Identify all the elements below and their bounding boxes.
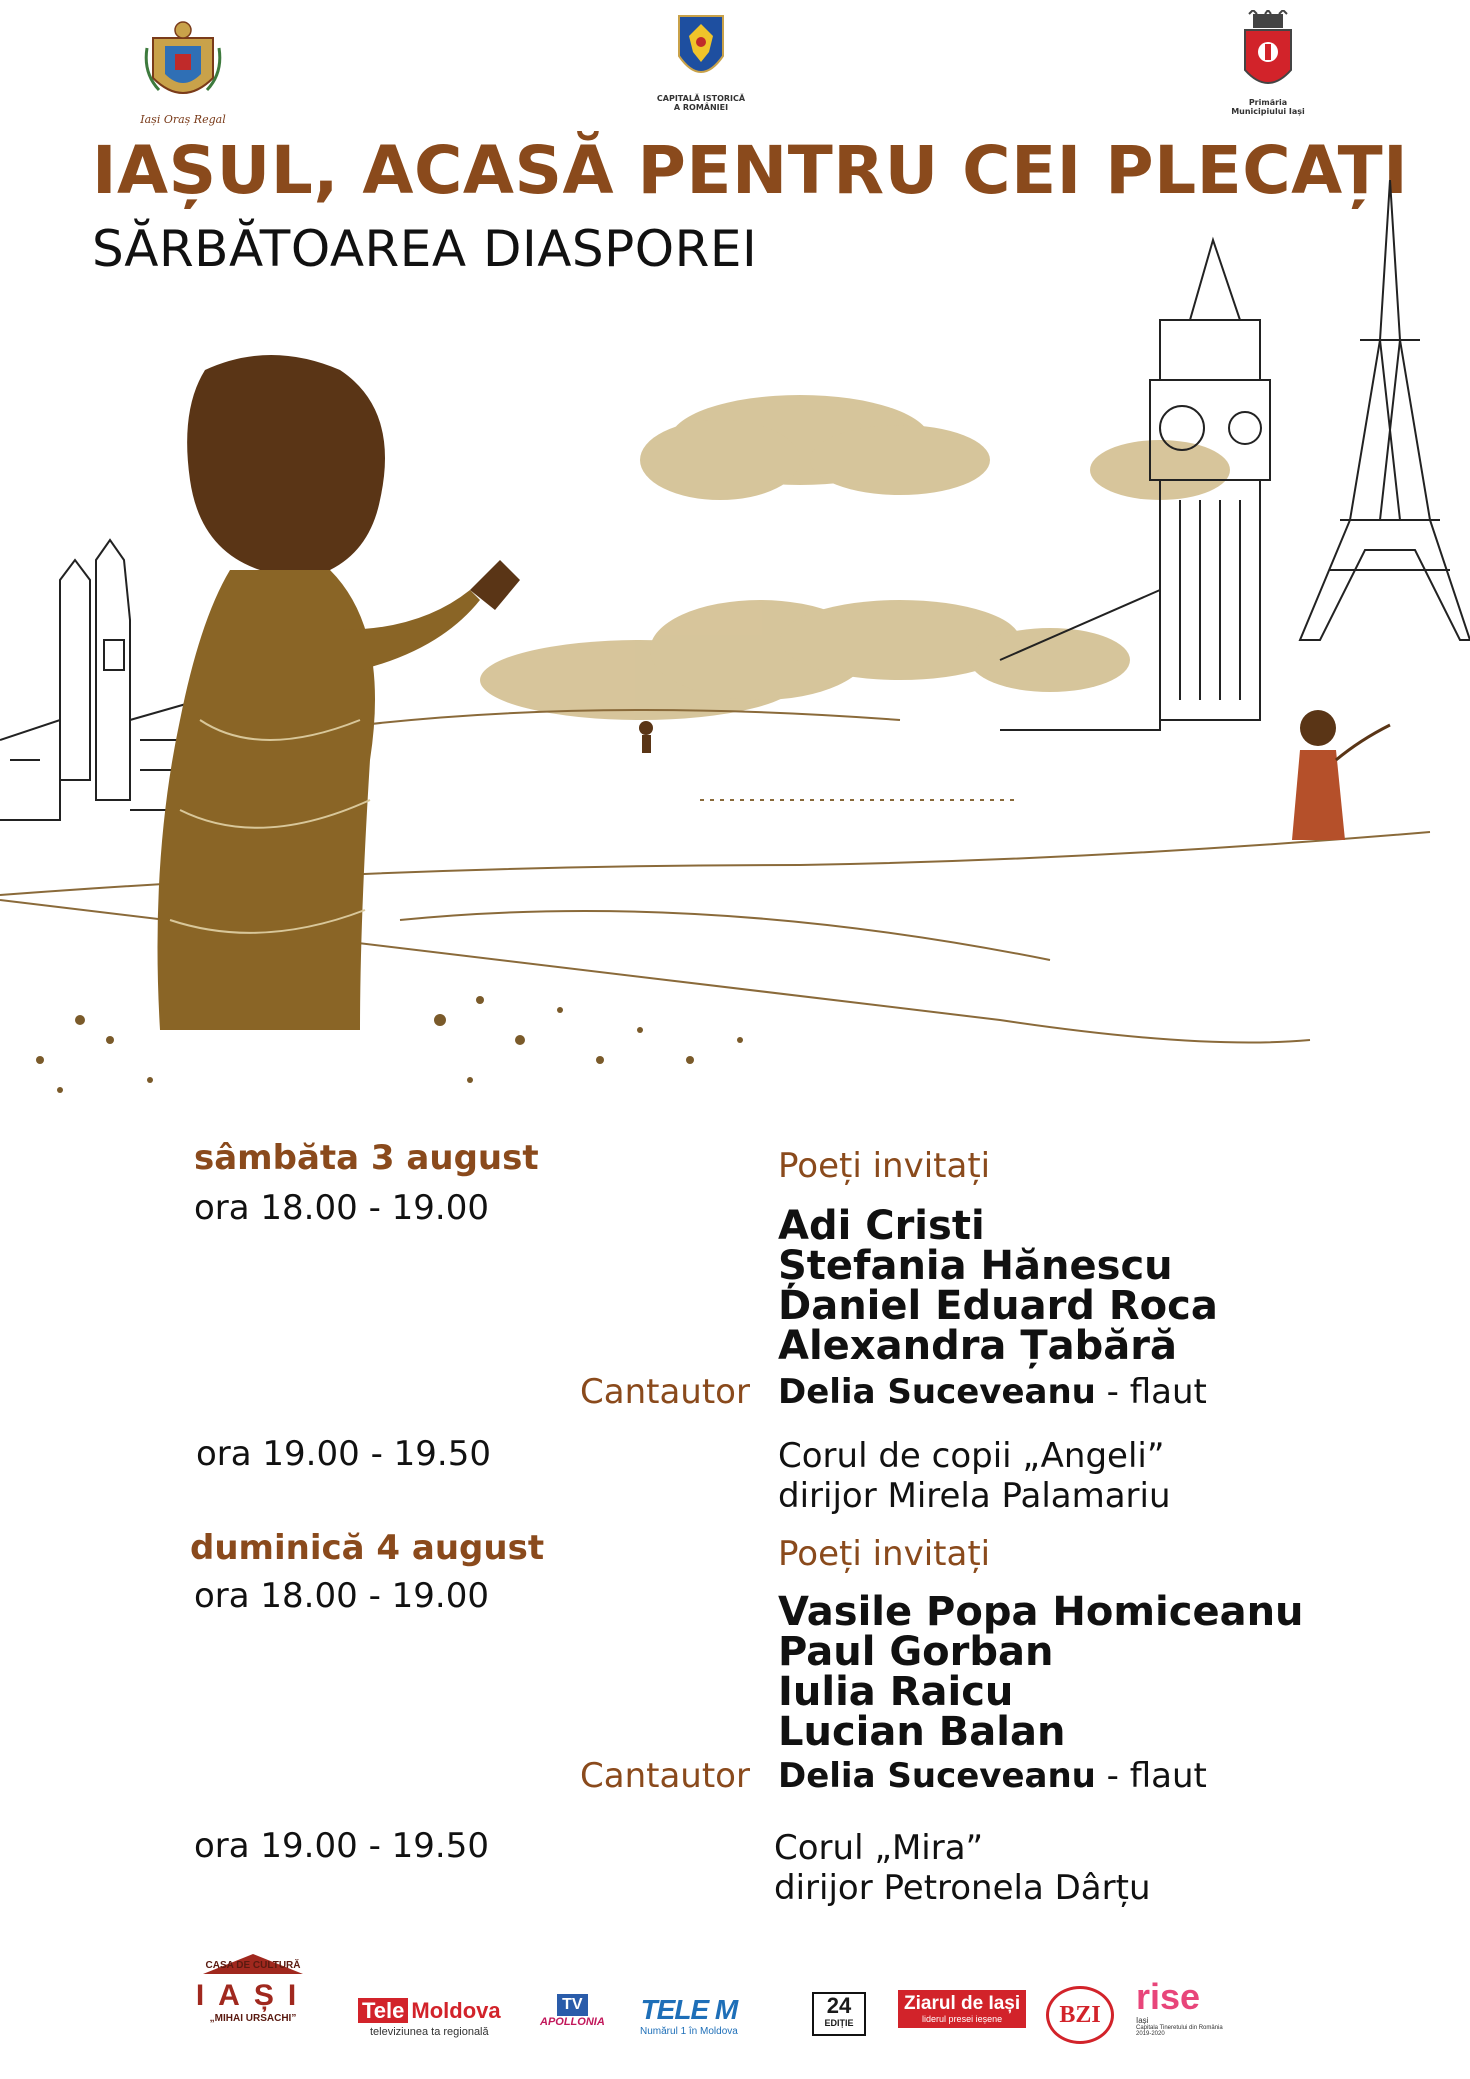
bzi-logo (1046, 1986, 1114, 2044)
tele-m-tagline: Numărul 1 în Moldova (640, 2026, 738, 2037)
tele-moldova-tele: Tele (358, 1998, 408, 2023)
diaspora-illustration (0, 160, 1470, 1140)
rise-caption: Capitala Tineretului din România (1136, 2025, 1223, 2031)
poet-name: Iulia Raicu (778, 1669, 1014, 1715)
iasi-oras-regal-text: Iași Oraș Regal (140, 113, 226, 126)
rise-city: Iași (1136, 2016, 1149, 2025)
poet-name: Alexandra Țabără (778, 1323, 1177, 1369)
tele-moldova-moldova: Moldova (411, 1998, 501, 2023)
apollonia-tv: TV (557, 1994, 587, 2016)
day1-cantautor-line (778, 1372, 1207, 1412)
ziua-label: EDIȚIE (824, 2018, 854, 2028)
cantautor-name: Delia Suceveanu (778, 1372, 1096, 1412)
ziarul-de-iasi-logo (898, 1990, 1026, 2028)
cantautor-instrument: - flaut (1095, 1756, 1207, 1796)
tv-apollonia-logo (540, 1994, 605, 2028)
poet-name: Daniel Eduard Roca (778, 1283, 1218, 1329)
page-subtitle: SĂRBĂTOAREA DIASPOREI (92, 220, 758, 278)
day2-choir (774, 1828, 1151, 1908)
primaria-iasi-crest (1220, 10, 1316, 116)
primaria-caption-line1: Primăria (1248, 98, 1288, 107)
day1-cantautor-label: Cantautor (580, 1372, 750, 1412)
ziua-number: 24 (826, 1993, 852, 2018)
casa-line3: „MIHAI URSACHI” (209, 2013, 297, 2024)
day2-cantautor-line (778, 1756, 1207, 1796)
rise-iasi-logo (1136, 1978, 1223, 2037)
day2-cantautor-label: Cantautor (580, 1756, 750, 1796)
tele-moldova-tagline: televiziunea ta regională (369, 2026, 489, 2038)
day2-label: duminică 4 august (190, 1528, 545, 1568)
primaria-caption-line2: Municipiului Iași (1231, 107, 1305, 116)
day2-slot2-hour: ora 19.00 - 19.50 (194, 1826, 489, 1866)
rise-name: rise (1136, 1976, 1201, 2017)
rise-years: 2019-2020 (1136, 2031, 1165, 2037)
poet-name: Lucian Balan (778, 1709, 1066, 1755)
ziarul-tagline: liderul presei ieșene (922, 2014, 1003, 2024)
tele-moldova-logo (358, 1998, 501, 2038)
poet-name: Adi Cristi (778, 1203, 985, 1249)
apollonia-name: APOLLONIA (540, 2016, 605, 2028)
tele-m-logo (640, 1994, 738, 2037)
casa-de-cultura-logo (178, 1952, 328, 2024)
day1-label: sâmbăta 3 august (194, 1138, 539, 1178)
choir-name: Corul de copii „Angeli” (778, 1436, 1165, 1476)
capitala-istorica-line1: CAPITALĂ ISTORICĂ (656, 94, 746, 103)
ziua-24-logo (812, 1992, 866, 2036)
poet-name: Vasile Popa Homiceanu (778, 1589, 1304, 1635)
choir-conductor: dirijor Mirela Palamariu (778, 1476, 1171, 1516)
day2-slot1-hour: ora 18.00 - 19.00 (194, 1576, 489, 1616)
day2-poets-heading: Poeți invitați (778, 1534, 991, 1574)
day1-slot1-hour: ora 18.00 - 19.00 (194, 1188, 489, 1228)
choir-name: Corul „Mira” (774, 1828, 984, 1868)
poet-name: Ștefania Hănescu (778, 1243, 1173, 1289)
day1-poets-list (778, 1203, 1218, 1369)
casa-line1: CASA DE CULTURĂ (205, 1960, 301, 1971)
iasi-oras-regal-crest (138, 18, 228, 126)
romania-coat-of-arms (656, 12, 746, 112)
choir-conductor: dirijor Petronela Dârțu (774, 1868, 1151, 1908)
large-figure (158, 355, 521, 1030)
bzi-text: BZI (1059, 2002, 1101, 2028)
cantautor-name: Delia Suceveanu (778, 1756, 1096, 1796)
page-title: IAȘUL, ACASĂ PENTRU CEI PLECAȚI (92, 132, 1409, 209)
sand-dots (36, 996, 743, 1093)
day2-poets-list (778, 1589, 1304, 1755)
day1-poets-heading: Poeți invitați (778, 1146, 991, 1186)
ziarul-name: Ziarul de Iași (904, 1993, 1021, 2014)
tele-m-name: TELE M (640, 1994, 738, 2025)
capitala-istorica-line2: A ROMÂNIEI (673, 103, 729, 112)
eiffel-tower-drawing (1300, 180, 1470, 640)
clouds (480, 395, 1230, 720)
poet-name: Paul Gorban (778, 1629, 1054, 1675)
casa-line2: IAȘI (195, 1979, 311, 2012)
cantautor-instrument: - flaut (1095, 1372, 1207, 1412)
day1-slot2-hour: ora 19.00 - 19.50 (196, 1434, 491, 1474)
day1-choir (778, 1436, 1171, 1516)
